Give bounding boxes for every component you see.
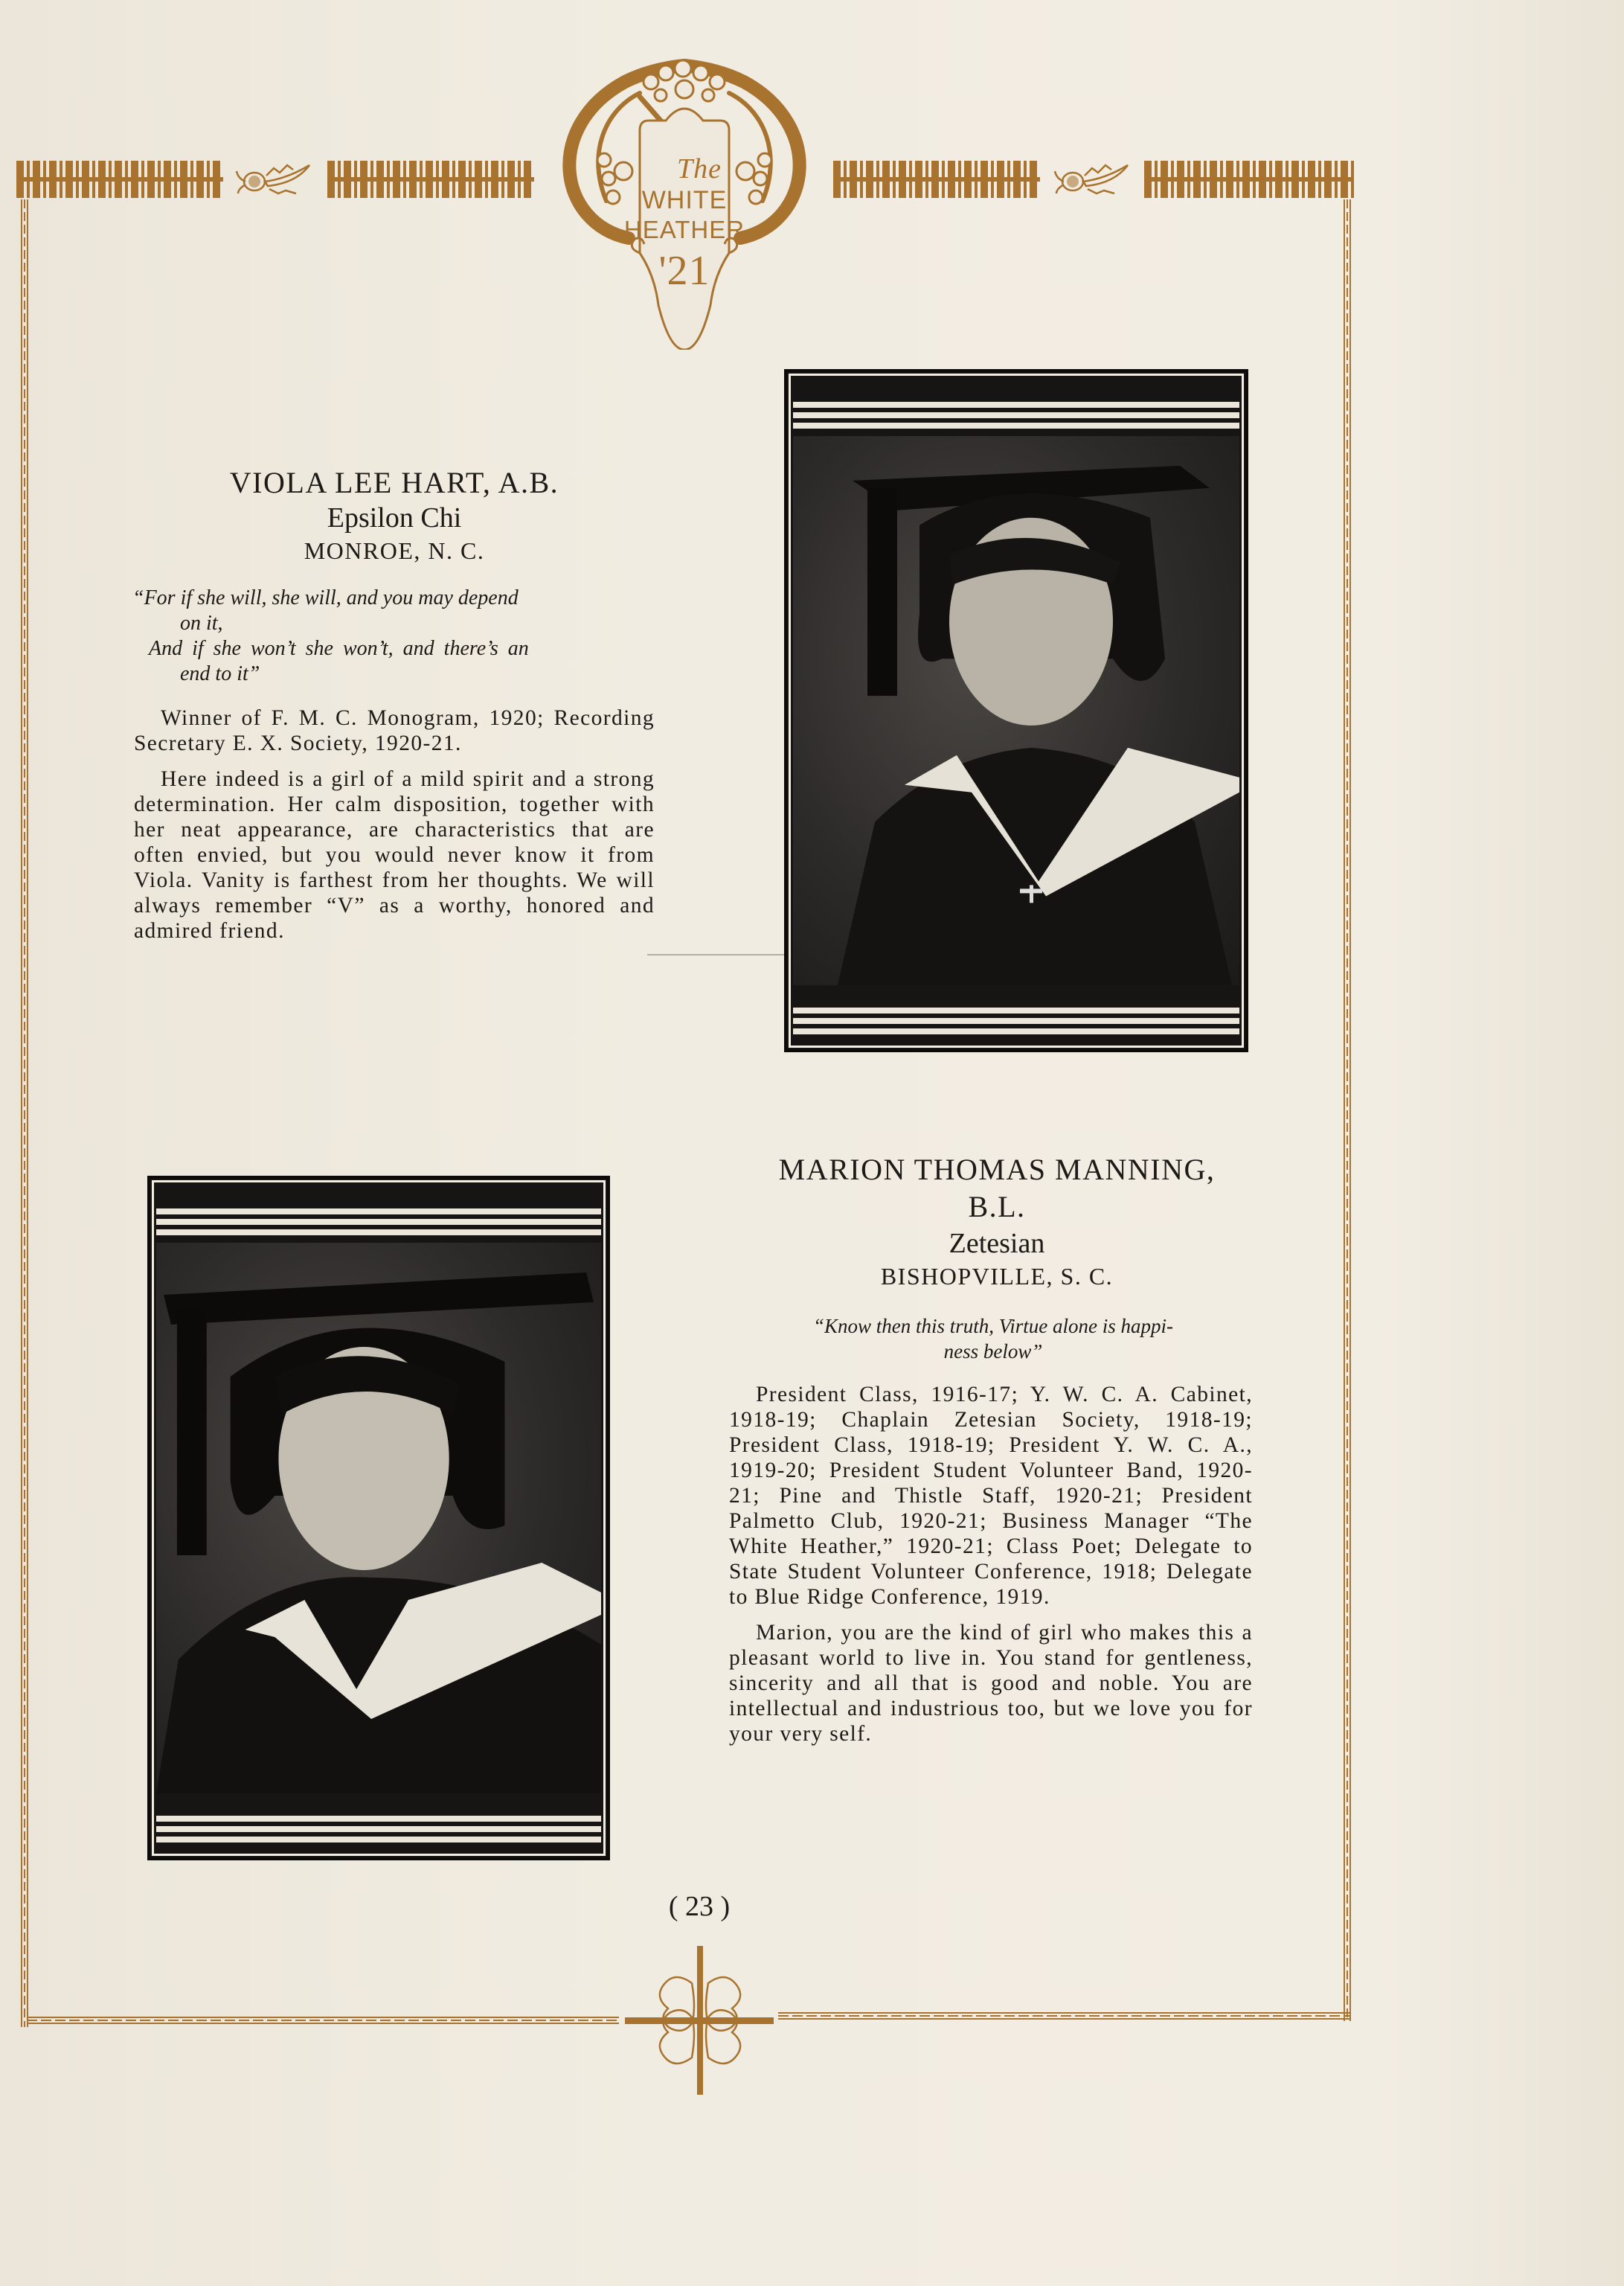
- society-name: Zetesian: [949, 1228, 1045, 1259]
- crest-year: '21: [658, 248, 710, 294]
- quote: [733, 1313, 1254, 1364]
- connector-line: [647, 954, 789, 955]
- quote-line: on it,: [180, 612, 223, 635]
- thistle-icon: [232, 159, 314, 199]
- left-border-rule: [21, 199, 28, 2027]
- description-text: Here indeed is a girl of a mild spirit and a strong determination. Her calm disposition, together with her neat appearance, are characteristics that are often envied, but you would never know it from Viola. Vanity is farthest from her thoughts. We will always remember “V” as a worthy, honored and admired friend.: [134, 767, 655, 943]
- society-name: Epsilon Chi: [327, 502, 462, 534]
- cross-flower-ornament-icon: [625, 1942, 774, 2098]
- quote-line: ness below”: [943, 1340, 1043, 1363]
- quote-line: “Know then this truth, Virtue alone is happi-: [812, 1315, 1173, 1337]
- crest-heather: HEATHER: [623, 216, 745, 243]
- photo-stripes-bottom: [156, 1816, 601, 1842]
- photo-stripes-bottom: [793, 1008, 1239, 1034]
- page-number: ( 23 ): [668, 1891, 731, 1922]
- hometown: BISHOPVILLE, S. C.: [880, 1263, 1114, 1290]
- quote-line: end to it”: [180, 662, 260, 685]
- crest-the: The: [677, 153, 722, 185]
- entry-header: [119, 465, 670, 566]
- hometown: MONROE, N. C.: [304, 537, 485, 564]
- crest-white: WHITE: [641, 186, 728, 214]
- thistle-icon: [1050, 159, 1132, 199]
- honors-text: Winner of F. M. C. Monogram, 1920; Recording Secretary E. X. Society, 1920-21.: [134, 706, 655, 755]
- bio-text: [729, 1382, 1253, 1757]
- portrait-photo-viola: [784, 369, 1248, 1052]
- bottom-border-rule-right: [778, 2012, 1351, 2020]
- quote-line: “For if she will, she will, and you may depend: [132, 586, 519, 609]
- photo-stripes-top: [156, 1208, 601, 1235]
- description-text: Marion, you are the kind of girl who makes this a pleasant world to live in. You stand for gentleness, sincerity and all that is good and noble. You are intellectual and industrious too, but we love you for your very self.: [729, 1621, 1253, 1746]
- top-ornament-band-left-2: [327, 161, 534, 198]
- right-border-rule: [1344, 199, 1351, 2021]
- student-name: VIOLA LEE HART, A.B.: [229, 466, 559, 499]
- student-name: MARION THOMAS MANNING,: [778, 1153, 1216, 1186]
- portrait-image: [156, 1243, 601, 1793]
- degree: B.L.: [968, 1190, 1026, 1223]
- white-heather-crest: [536, 52, 833, 350]
- quote: [132, 586, 658, 687]
- quote-line: And if she won’t she won’t, and there’s an: [149, 637, 529, 660]
- bottom-border-rule-left: [27, 2017, 619, 2024]
- entry-header: [736, 1152, 1257, 1292]
- top-ornament-band-right-2: [1144, 161, 1354, 198]
- portrait-image: [793, 436, 1239, 985]
- portrait-photo-marion: [147, 1176, 610, 1860]
- photo-stripes-top: [793, 402, 1239, 429]
- bio-text: [134, 705, 655, 954]
- honors-text: President Class, 1916-17; Y. W. C. A. Cabinet, 1918-19; Chaplain Zetesian Society, 1918-19; President Class, 1918-19; President Y. W. C. A., 1919-20; President Student Volunteer Band, 1920-21; Pine and Thistle Staff, 1920-21; President Palmetto Club, 1920-21; Business Manager “The White Heather,” 1920-21; Class Poet; Delegate to State Student Volunteer Conference, 1918; Delegate to Blue Ridge Conference, 1919.: [729, 1383, 1253, 1609]
- top-ornament-band-left-1: [16, 161, 223, 198]
- top-ornament-band-right-1: [833, 161, 1040, 198]
